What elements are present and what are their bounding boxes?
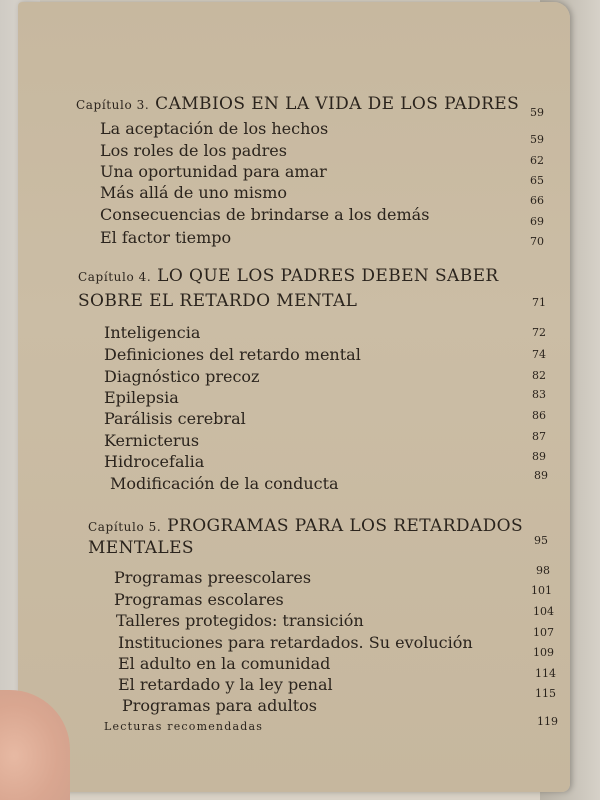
toc-entry-page: 59: [530, 133, 544, 146]
toc-entry-page: 70: [530, 235, 544, 248]
toc-entry-page: 101: [531, 584, 552, 597]
toc-entry: Hidrocefalia: [104, 452, 205, 471]
chapter-3-page: 59: [530, 106, 544, 119]
toc-entry-page: 66: [530, 194, 544, 207]
chapter-5-heading: [88, 516, 523, 536]
toc-entry-page: 82: [532, 369, 546, 382]
chapter-4-title-line2: SOBRE EL RETARDO MENTAL: [78, 291, 358, 311]
toc-entry: El factor tiempo: [100, 228, 232, 247]
toc-entry-page: 109: [533, 646, 554, 659]
toc-entry: Modificación de la conducta: [110, 474, 339, 493]
toc-entry: Programas para adultos: [122, 696, 318, 715]
toc-entry: Consecuencias de brindarse a los demás: [100, 205, 430, 224]
book-page: [18, 2, 570, 792]
toc-entry-page: 89: [532, 450, 546, 463]
toc-entry-page: 83: [532, 388, 546, 401]
toc-entry-page: 74: [532, 348, 546, 361]
toc-entry-page: 65: [530, 174, 544, 187]
recommended-readings-page: 119: [537, 715, 558, 728]
chapter-5-title: PROGRAMAS PARA LOS RETARDADOS: [167, 516, 524, 536]
toc-entry: Instituciones para retardados. Su evolución: [118, 633, 473, 652]
recommended-readings: Lecturas recomendadas: [104, 720, 264, 733]
toc-entry-page: 69: [530, 215, 544, 228]
toc-entry: Epilepsia: [104, 388, 179, 407]
toc-entry-page: 87: [532, 430, 546, 443]
chapter-5-page: 95: [534, 534, 548, 547]
toc-entry: El retardado y la ley penal: [118, 675, 333, 694]
chapter-4-heading: [78, 266, 499, 286]
toc-entry-page: 72: [532, 326, 546, 339]
toc-entry-page: 89: [534, 469, 548, 482]
toc-entry-page: 104: [533, 605, 554, 618]
toc-entry: Una oportunidad para amar: [100, 162, 327, 181]
chapter-3-title: CAMBIOS EN LA VIDA DE LOS PADRES: [155, 94, 520, 114]
chapter-5-label: Capítulo 5.: [88, 520, 162, 534]
toc-entry: Talleres protegidos: transición: [116, 611, 364, 630]
toc-entry: Definiciones del retardo mental: [104, 345, 361, 364]
chapter-4-label: Capítulo 4.: [78, 270, 152, 284]
toc-entry: Programas preescolares: [114, 568, 312, 587]
toc-entry-page: 98: [536, 564, 550, 577]
toc-entry: Kernicterus: [104, 431, 200, 450]
toc-entry-page: 86: [532, 409, 546, 422]
toc-entry: Diagnóstico precoz: [104, 367, 260, 386]
chapter-5-title-line2: MENTALES: [88, 538, 194, 558]
chapter-4-page: 71: [532, 296, 546, 309]
toc-entry-page: 107: [533, 626, 554, 639]
toc-entry: La aceptación de los hechos: [100, 119, 329, 138]
toc-entry: Inteligencia: [104, 323, 201, 342]
toc-entry: Más allá de uno mismo: [100, 183, 288, 202]
toc-entry: El adulto en la comunidad: [118, 654, 331, 673]
chapter-3-heading: [76, 94, 519, 114]
toc-entry-page: 114: [535, 667, 556, 680]
chapter-4-title: LO QUE LOS PADRES DEBEN SABER: [157, 266, 499, 286]
toc-entry: Los roles de los padres: [100, 141, 287, 160]
toc-entry-page: 62: [530, 154, 544, 167]
chapter-3-label: Capítulo 3.: [76, 98, 150, 112]
toc-entry: Programas escolares: [114, 590, 284, 609]
toc-entry: Parálisis cerebral: [104, 409, 246, 428]
toc-entry-page: 115: [535, 687, 556, 700]
